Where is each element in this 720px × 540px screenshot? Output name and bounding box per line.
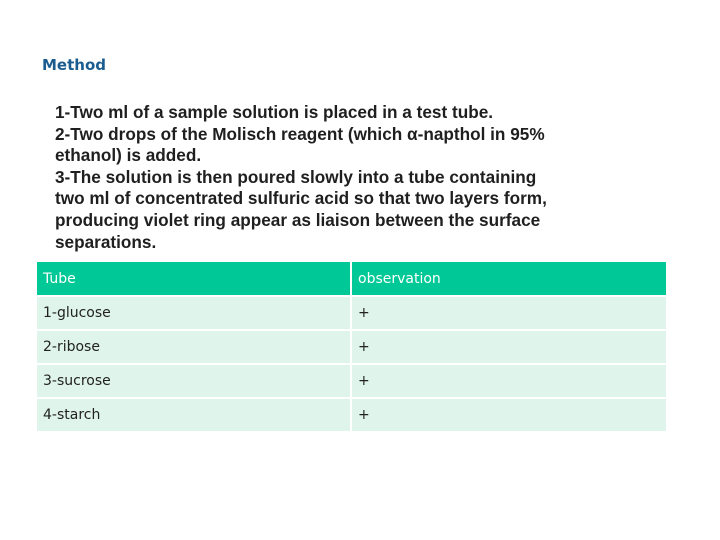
method-line: two ml of concentrated sulfuric acid so that two layers form, [55,188,547,209]
observation-table [37,262,668,433]
observation-cell: + [351,398,667,432]
observation-cell: + [351,296,667,330]
tube-cell: 4-starch [37,398,351,432]
method-line: 3-The solution is then poured slowly into a tube containing [55,166,537,187]
header-observation: observation [351,262,667,296]
table-row [37,296,667,330]
method-line: separations. [55,231,157,252]
method-line: 1-Two ml of a sample solution is placed in a test tube. [55,102,494,122]
method-line: 2-Two drops of the Molisch reagent (which α-napthol in 95% [55,123,545,144]
table-row [37,398,667,432]
observation-cell: + [351,330,667,364]
method-line: producing violet ring appear as liaison between the surface [55,209,541,230]
table-header-row [37,262,667,296]
table-row [37,364,667,398]
table-row [37,330,667,364]
method-steps [55,102,655,253]
tube-cell: 3-sucrose [37,364,351,398]
method-line: ethanol) is added. [55,145,202,166]
tube-cell: 1-glucose [37,296,351,330]
header-tube: Tube [37,262,351,296]
observation-cell: + [351,364,667,398]
tube-cell: 2-ribose [37,330,351,364]
method-heading: Method [42,56,106,74]
